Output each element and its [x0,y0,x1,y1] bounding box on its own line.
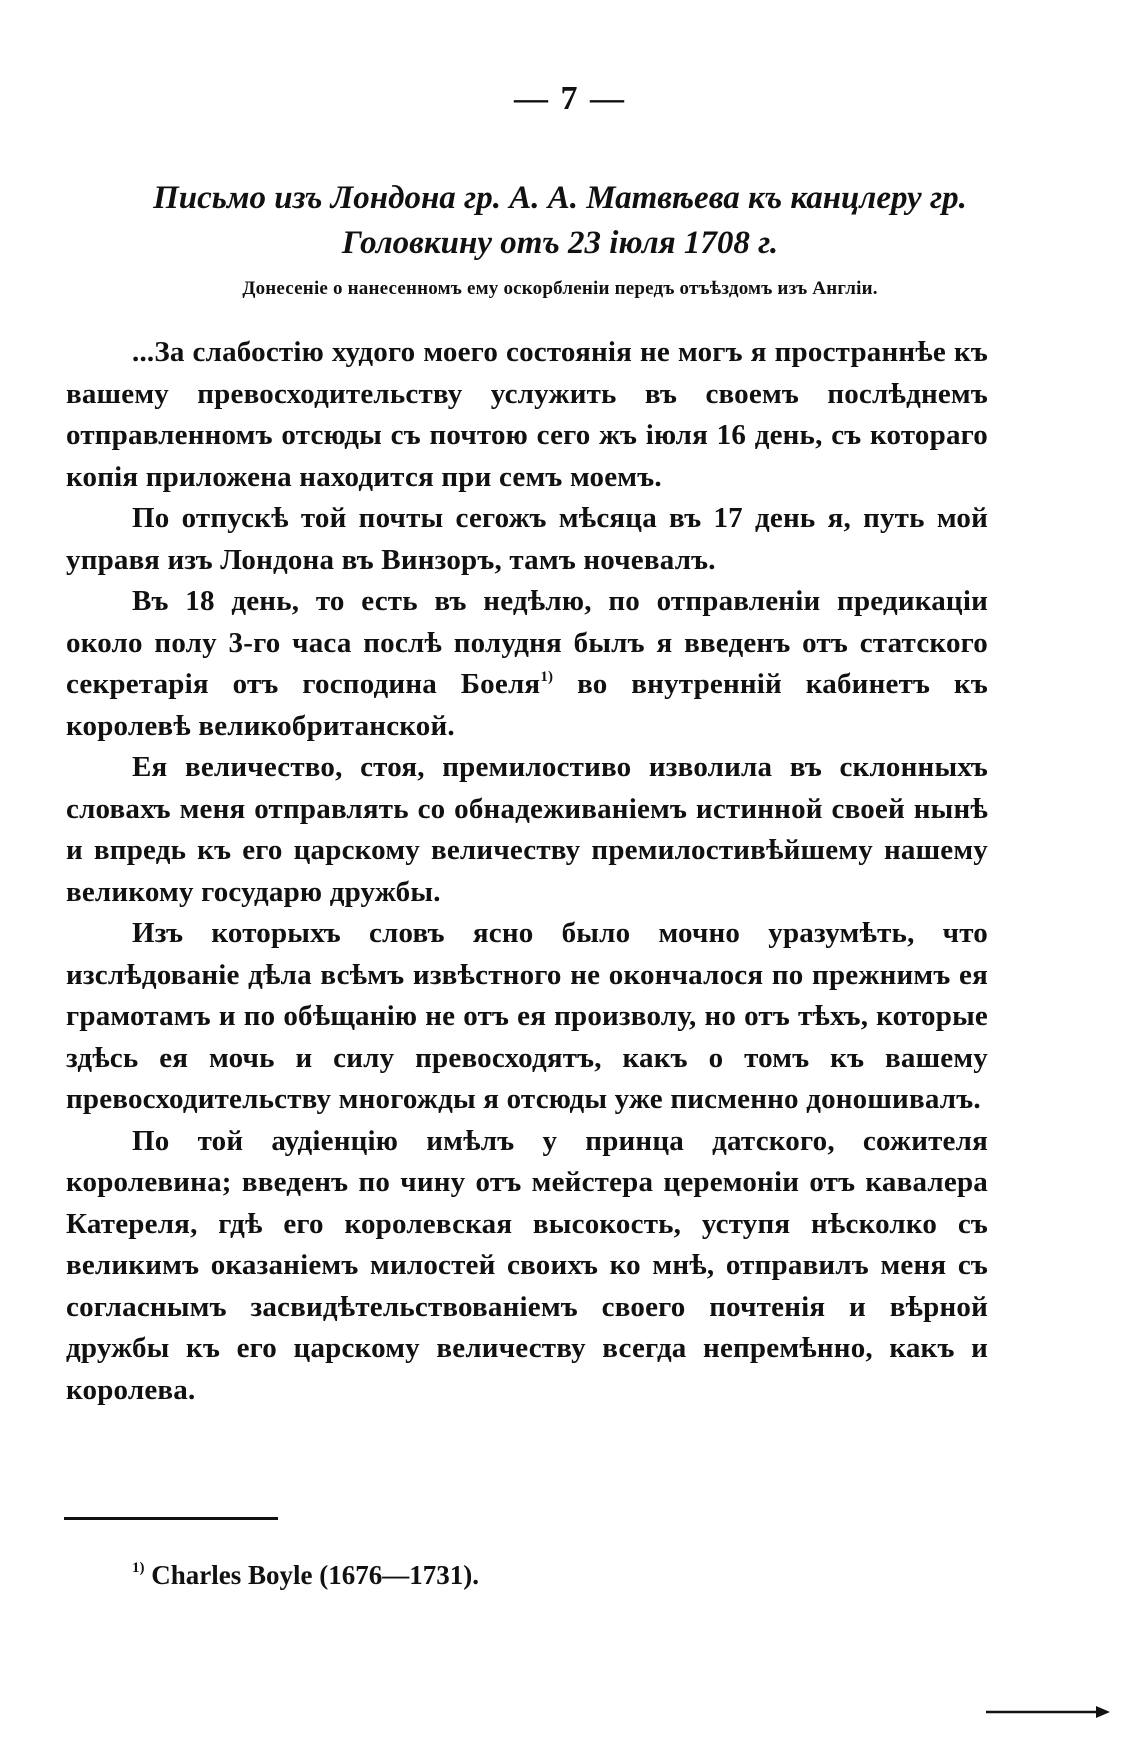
letter-title: Письмо изъ Лондона гр. А. А. Матвѣева къ канцлеру гр. Головкину отъ 23 іюля 1708 г. [153,180,967,261]
paragraph [66,581,988,747]
paragraph [66,332,988,498]
paragraph [66,498,988,581]
letter-subtitle: Донесеніе о нанесенномъ ему оскорбленіи передъ отъѣздомъ изъ Англіи. [242,278,878,299]
paragraph [66,1121,988,1412]
paragraph [66,747,988,913]
letter-body [66,332,988,1411]
paragraph-text: ...За слабостію худого моего состоянія не могъ я пространнѣе къ вашему превосходительству услужить въ своемъ послѣднемъ отправленномъ отсюды съ почтою сего жъ іюля 16 день, съ котораго копія приложена находится при семъ моемъ. [66,336,988,493]
footnote-reference: 1) [540,669,554,685]
page-turn-arrow-icon [986,1705,1110,1719]
paragraph-text: Въ 18 день, то есть въ недѣлю, по отправленіи предикаціи около полу 3-го часа послѣ полудня былъ я введенъ отъ статского секретарія отъ господина Боеля [66,585,988,700]
page-number: — 7 — [514,80,626,117]
paragraph-text: во внутренній кабинетъ къ королевѣ великобританской. [66,668,988,742]
paragraph-text: По той аудіенцію имѣлъ у принца датского, сожителя королевина; введенъ по чину отъ мейстера церемоніи отъ кавалера Катереля, гдѣ его королевская высокость, уступя нѣсколко съ великимъ оказаніемъ милостей своихъ ко мнѣ, отправилъ меня съ согласнымъ засвидѣтельствованіемъ своего почтенія и вѣрной дружбы къ его царскому величеству всегда непремѣнно, какъ и королева. [66,1124,988,1406]
paragraph [66,913,988,1121]
paragraph-text: По отпускѣ той почты сегожъ мѣсяца въ 17 день я, путь мой управя изъ Лондона въ Винзоръ, тамъ ночевалъ. [66,502,988,576]
footnote-text: Charles Boyle (1676—1731). [144,1560,479,1590]
paragraph-text: Ея величество, стоя, премилостиво изволила въ склонныхъ словахъ меня отправлять со обнадеживаніемъ истинной своей нынѣ и впредь къ его царскому величеству премилостивѣйшему нашему великому государю дружбы. [66,751,988,908]
footnote-mark: 1) [132,1560,145,1576]
footnote-divider [64,1517,278,1520]
footnote [132,1560,479,1591]
paragraph-text: Изъ которыхъ словъ ясно было мочно уразумѣть, что изслѣдованіе дѣла всѣмъ извѣстного не окончалося по прежнимъ ея грамотамъ и по обѣщанію не отъ ея произволу, но отъ тѣхъ, которые здѣсь ея мочь и силу превосходятъ, какъ о томъ къ вашему превосходительству многожды я отсюды уже писменно доношивалъ. [66,917,988,1115]
